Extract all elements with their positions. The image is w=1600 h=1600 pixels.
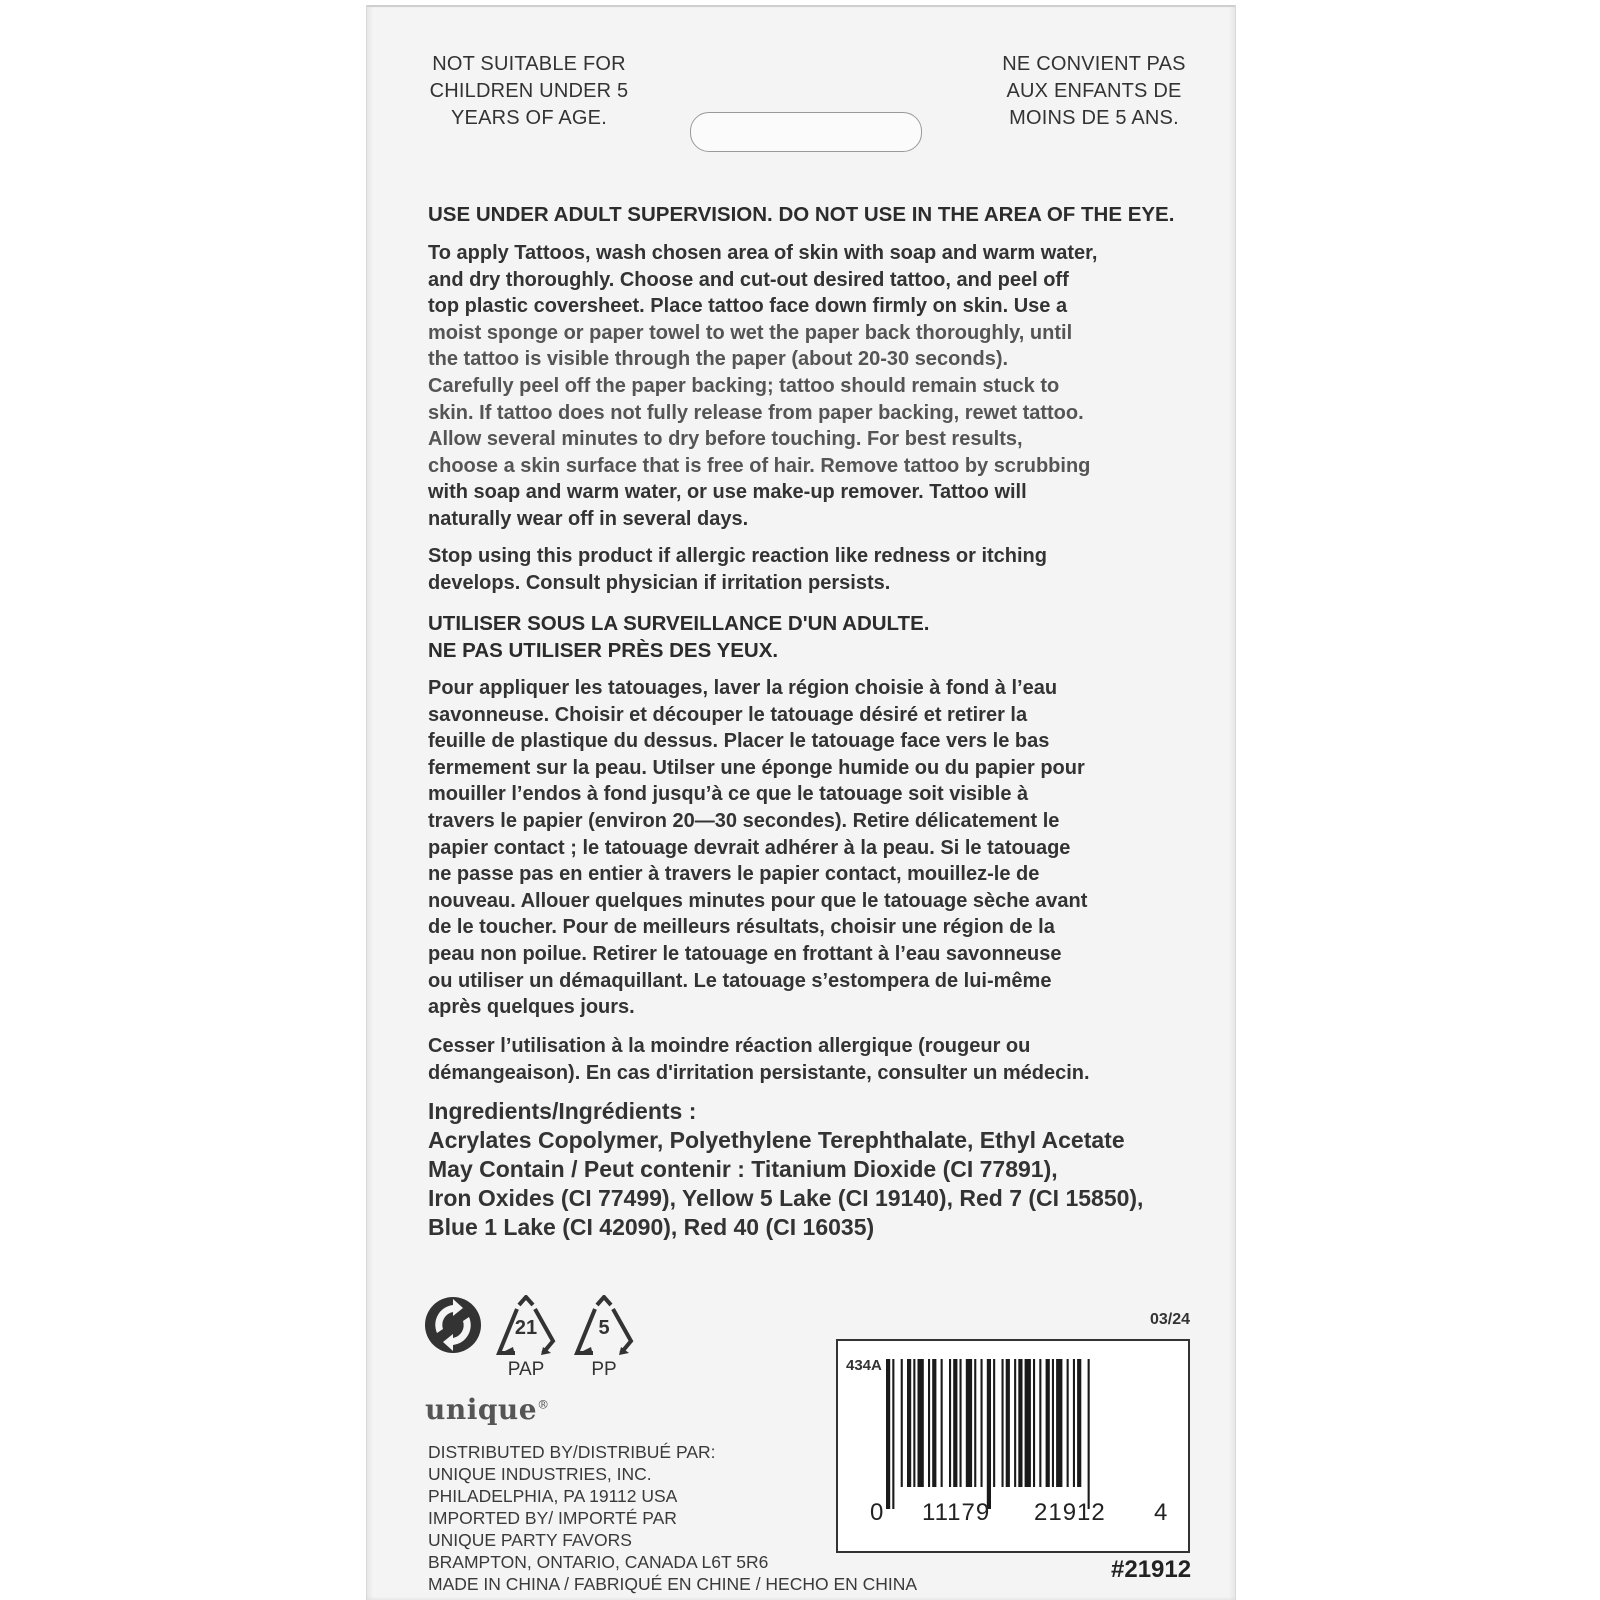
allergy-line: Stop using this product if allergic reaction like redness or itching bbox=[428, 545, 1047, 567]
barcode-digit-check: 4 bbox=[1154, 1499, 1169, 1526]
instruction-line: après quelques jours. bbox=[428, 996, 635, 1019]
instruction-line: choose a skin surface that is free of hair. Remove tattoo by scrubbing bbox=[428, 454, 1091, 477]
barcode-bar bbox=[993, 1359, 995, 1487]
ingredients-line: Acrylates Copolymer, Polyethylene Terephthalate, Ethyl Acetate bbox=[428, 1127, 1125, 1153]
barcode-bar bbox=[1033, 1359, 1035, 1487]
english-allergy-warning bbox=[428, 543, 1228, 596]
french-allergy-warning bbox=[428, 1033, 1228, 1086]
barcode-bar bbox=[1006, 1359, 1010, 1487]
barcode-bar bbox=[1014, 1359, 1016, 1487]
barcode-bar bbox=[1025, 1359, 1031, 1487]
internal-code: 434A bbox=[846, 1357, 882, 1374]
instruction-line: Pour appliquer les tatouages, laver la région choisie à fond à l’eau bbox=[428, 677, 1058, 699]
instruction-line: mouiller l’endos à fond jusqu’à ce que le tatouage soit visible à bbox=[428, 783, 1029, 806]
distributor-line: IMPORTED BY/ IMPORTÉ PAR bbox=[428, 1508, 677, 1528]
brand-name: unique bbox=[425, 1393, 538, 1426]
recycle-number: 5 bbox=[598, 1317, 610, 1339]
age-warning-line: NOT SUITABLE FOR bbox=[432, 53, 626, 75]
hang-hole-slot bbox=[690, 112, 922, 152]
instruction-line: moist sponge or paper towel to wet the paper back thoroughly, until bbox=[428, 321, 1073, 344]
barcode-bar bbox=[913, 1359, 915, 1487]
barcode-digit-system: 0 bbox=[870, 1499, 885, 1526]
instruction-line: ou utiliser un démaquillant. Le tatouage s’estompera de lui-même bbox=[428, 969, 1052, 992]
barcode-bar bbox=[949, 1359, 951, 1487]
instruction-line: feuille de plastique du dessus. Placer le tatouage face vers le bas bbox=[428, 730, 1050, 753]
barcode-bar bbox=[953, 1359, 957, 1487]
barcode-bar bbox=[1077, 1359, 1081, 1487]
allergy-line: Cesser l’utilisation à la moindre réaction allergique (rougeur ou bbox=[428, 1035, 1031, 1057]
instruction-line: and dry thoroughly. Choose and cut-out desired tattoo, and peel off bbox=[428, 268, 1069, 291]
distributor-line: DISTRIBUTED BY/DISTRIBUÉ PAR: bbox=[428, 1442, 716, 1462]
ingredients-line: Iron Oxides (CI 77499), Yellow 5 Lake (CI 19140), Red 7 (CI 15850), bbox=[428, 1185, 1144, 1211]
age-warning-line: NE CONVIENT PAS bbox=[1002, 53, 1186, 75]
heading-line: UTILISER SOUS LA SURVEILLANCE D'UN ADULTE. bbox=[428, 612, 930, 635]
heading-line: NE PAS UTILISER PRÈS DES YEUX. bbox=[428, 639, 779, 662]
barcode-bar bbox=[966, 1359, 972, 1487]
instruction-line: skin. If tattoo does not fully release from paper backing, rewet tattoo. bbox=[428, 401, 1084, 424]
age-warning-english bbox=[419, 51, 639, 132]
barcode-bar bbox=[981, 1359, 983, 1487]
instruction-line: top plastic coversheet. Place tattoo face down firmly on skin. Use a bbox=[428, 295, 1068, 318]
recycle-material-label: PAP bbox=[507, 1359, 545, 1380]
ingredients-line: May Contain / Peut contenir : Titanium Dioxide (CI 77891), bbox=[428, 1156, 1058, 1182]
instruction-line: de le toucher. Pour de meilleurs résultats, choisir une région de la bbox=[428, 916, 1055, 939]
barcode-bar bbox=[1018, 1359, 1022, 1487]
age-warning-french bbox=[989, 51, 1199, 132]
instruction-line: nouveau. Allouer quelques minutes pour que le tatouage sèche avant bbox=[428, 889, 1088, 912]
date-code: 03/24 bbox=[1150, 1311, 1191, 1328]
instruction-line: Carefully peel off the paper backing; tattoo should remain stuck to bbox=[428, 374, 1060, 397]
barcode-bar bbox=[928, 1359, 930, 1487]
item-number: #21912 bbox=[1111, 1556, 1192, 1583]
barcode-bar bbox=[1039, 1359, 1041, 1487]
heading-line: USE UNDER ADULT SUPERVISION. DO NOT USE IN THE AREA OF THE EYE. bbox=[428, 203, 1175, 226]
barcode-bar bbox=[1088, 1359, 1090, 1509]
instruction-line: papier contact ; le tatouage devrait adhérer à la peau. Si le tatouage bbox=[428, 836, 1071, 859]
ingredients-title: Ingredients/Ingrédients : bbox=[428, 1098, 697, 1124]
green-dot-recycle-icon bbox=[423, 1295, 483, 1360]
age-warning-line: MOINS DE 5 ANS. bbox=[1009, 107, 1179, 129]
distributor-line: UNIQUE INDUSTRIES, INC. bbox=[428, 1464, 652, 1484]
barcode-bar bbox=[1056, 1359, 1062, 1487]
barcode-bar bbox=[1067, 1359, 1069, 1487]
recycle-triangle-icon bbox=[571, 1295, 637, 1362]
barcode-bar bbox=[907, 1359, 911, 1487]
barcode-digit-group: 11179 bbox=[922, 1499, 991, 1526]
barcode-bar bbox=[1073, 1359, 1075, 1487]
barcode-bar bbox=[960, 1359, 962, 1487]
instruction-line: ne passe pas en entier à travers le papier contact, mouillez-le de bbox=[428, 863, 1040, 886]
barcode-bar bbox=[892, 1359, 894, 1509]
ingredients-line: Blue 1 Lake (CI 42090), Red 40 (CI 16035) bbox=[428, 1214, 875, 1240]
card-top-edge bbox=[367, 5, 1235, 7]
barcode-bar bbox=[918, 1359, 924, 1487]
brand-logo bbox=[425, 1393, 550, 1426]
instruction-line: To apply Tattoos, wash chosen area of skin with soap and warm water, bbox=[428, 242, 1098, 264]
allergy-line: démangeaison). En cas d'irritation persistante, consulter un médecin. bbox=[428, 1061, 1090, 1084]
barcode-bar bbox=[941, 1359, 943, 1487]
recycle-number: 21 bbox=[514, 1317, 538, 1339]
barcode-bar bbox=[1002, 1359, 1004, 1487]
instruction-line: peau non poilue. Retirer le tatouage en frottant à l’eau savonneuse bbox=[428, 942, 1062, 965]
distributor-line: BRAMPTON, ONTARIO, CANADA L6T 5R6 bbox=[428, 1552, 769, 1572]
barcode-bar bbox=[1052, 1359, 1054, 1487]
instruction-line: Allow several minutes to dry before touching. For best results, bbox=[428, 428, 1023, 451]
french-instructions bbox=[428, 675, 1228, 1021]
barcode-bars bbox=[886, 1359, 1136, 1509]
instruction-line: travers le papier (environ 20—30 secondes). Retire délicatement le bbox=[428, 809, 1060, 832]
barcode-bar bbox=[974, 1359, 976, 1487]
distributor-line: MADE IN CHINA / FABRIQUÉ EN CHINE / HECHO EN CHINA bbox=[428, 1574, 918, 1594]
barcode-bar bbox=[901, 1359, 903, 1487]
english-instructions bbox=[428, 240, 1228, 533]
instruction-line: with soap and warm water, or use make-up remover. Tattoo will bbox=[428, 481, 1027, 504]
allergy-line: develops. Consult physician if irritation persists. bbox=[428, 571, 891, 594]
barcode-bar bbox=[886, 1359, 890, 1509]
english-heading bbox=[428, 201, 1228, 228]
registered-mark: ® bbox=[537, 1397, 550, 1412]
barcode-bar bbox=[932, 1359, 936, 1487]
distributor-line: PHILADELPHIA, PA 19112 USA bbox=[428, 1486, 678, 1506]
ingredients-section bbox=[428, 1097, 1228, 1242]
instruction-line: savonneuse. Choisir et découper le tatouage désiré et retirer la bbox=[428, 703, 1028, 726]
age-warning-line: AUX ENFANTS DE bbox=[1006, 80, 1182, 102]
age-warning-line: CHILDREN UNDER 5 bbox=[429, 80, 629, 102]
barcode-bar bbox=[1046, 1359, 1050, 1487]
barcode-digit-group: 21912 bbox=[1034, 1499, 1106, 1526]
barcode-bar bbox=[987, 1359, 991, 1509]
recycle-triangle-icon bbox=[493, 1295, 559, 1362]
instruction-line: fermement sur la peau. Utilser une éponge humide ou du papier pour bbox=[428, 756, 1085, 779]
packaging-card-back bbox=[366, 5, 1236, 1600]
french-heading bbox=[428, 610, 1228, 664]
age-warning-line: YEARS OF AGE. bbox=[451, 107, 607, 129]
recycle-material-label: PP bbox=[591, 1359, 617, 1380]
barcode-box bbox=[836, 1339, 1190, 1553]
distributor-line: UNIQUE PARTY FAVORS bbox=[428, 1530, 632, 1550]
instruction-line: the tattoo is visible through the paper (about 20-30 seconds). bbox=[428, 348, 1009, 371]
instruction-line: naturally wear off in several days. bbox=[428, 507, 749, 530]
